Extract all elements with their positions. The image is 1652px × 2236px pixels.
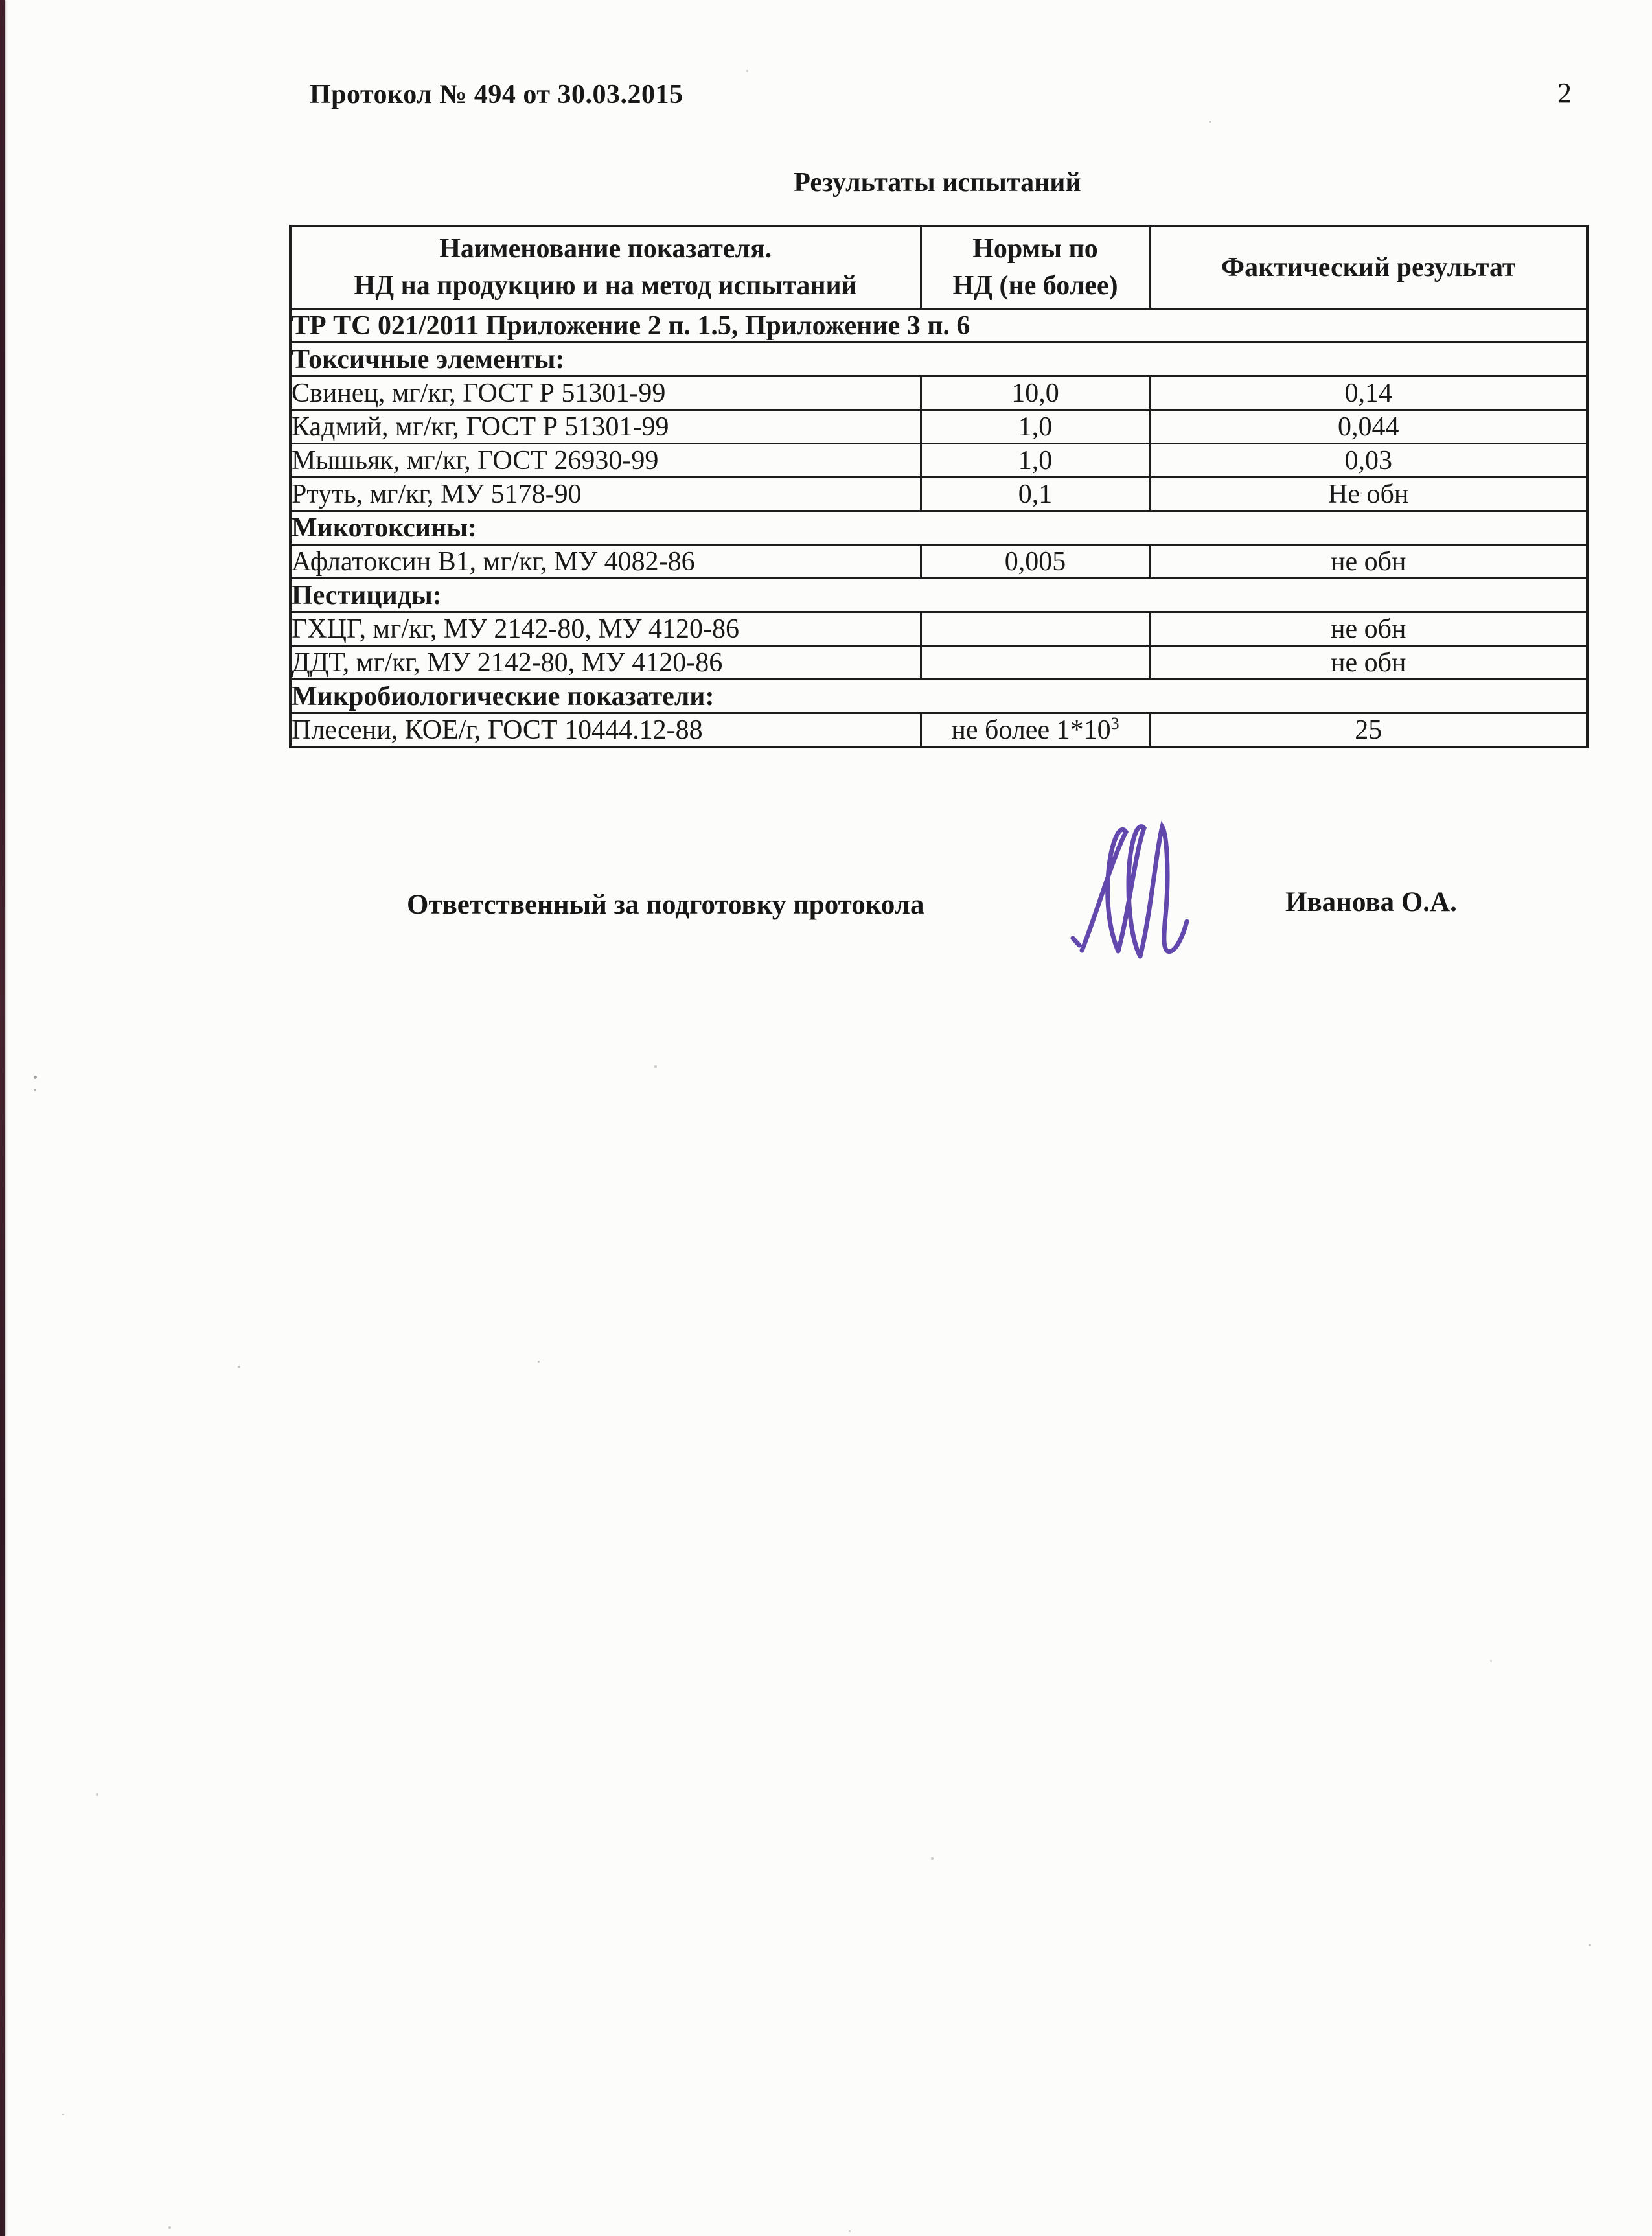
row-name-cell: ДДТ, мг/кг, МУ 2142-80, МУ 4120-86 — [290, 646, 921, 680]
table-row — [290, 410, 1587, 444]
scan-speck — [34, 1076, 37, 1079]
row-norm-cell — [921, 612, 1150, 646]
norm-base-text: не более 1*10 — [951, 715, 1111, 745]
row-name-cell: Плесени, КОЕ/г, ГОСТ 10444.12-88 — [290, 713, 921, 748]
scan-speck — [96, 1793, 98, 1796]
responsible-person-label: Ответственный за подготовку протокола — [407, 890, 924, 920]
handwritten-signature-icon — [1070, 818, 1206, 973]
section-header-cell: Микробиологические показатели: — [290, 680, 1587, 713]
column-header-name-line2: НД на продукцию и на метод испытаний — [354, 271, 857, 301]
row-result-cell: 0,044 — [1150, 410, 1587, 444]
row-norm-cell: 0,1 — [921, 478, 1150, 511]
protocol-header-title: Протокол № 494 от 30.03.2015 — [310, 80, 683, 109]
column-header-name — [290, 226, 921, 309]
table-header-row — [290, 226, 1587, 309]
scan-speck — [1360, 492, 1362, 494]
results-section-title: Результаты испытаний — [794, 168, 1081, 198]
column-header-norm — [921, 226, 1150, 309]
signatory-name: Иванова О.А. — [1285, 887, 1457, 917]
scan-speck — [849, 2230, 851, 2232]
table-row — [290, 545, 1587, 579]
scan-speck — [1209, 121, 1211, 123]
column-header-norm-line1: Нормы по — [972, 234, 1098, 264]
section-header-cell: Токсичные элементы: — [290, 343, 1587, 376]
scan-speck — [238, 1366, 240, 1368]
row-norm-cell: 0,005 — [921, 545, 1150, 579]
table-row — [290, 376, 1587, 410]
row-name-cell: Свинец, мг/кг, ГОСТ Р 51301-99 — [290, 376, 921, 410]
row-name-cell: ГХЦГ, мг/кг, МУ 2142-80, МУ 4120-86 — [290, 612, 921, 646]
row-norm-cell — [921, 713, 1150, 748]
scan-speck — [34, 1089, 36, 1091]
table-row — [290, 444, 1587, 478]
scan-speck — [1589, 1944, 1591, 1946]
scan-speck — [1490, 1660, 1492, 1662]
column-header-norm-line2: НД (не более) — [952, 271, 1118, 301]
table-row — [290, 680, 1587, 713]
scan-speck — [168, 2226, 171, 2229]
page-number: 2 — [1557, 77, 1572, 109]
scan-speck — [746, 70, 748, 72]
section-header-cell: Пестициды: — [290, 579, 1587, 612]
scan-speck — [538, 1361, 540, 1363]
table-row — [290, 478, 1587, 511]
row-result-cell: не обн — [1150, 646, 1587, 680]
row-result-cell: не обн — [1150, 612, 1587, 646]
row-norm-cell: 10,0 — [921, 376, 1150, 410]
row-name-cell: Мышьяк, мг/кг, ГОСТ 26930-99 — [290, 444, 921, 478]
row-result-cell: 25 — [1150, 713, 1587, 748]
scan-speck — [931, 1857, 934, 1860]
row-name-cell: Ртуть, мг/кг, МУ 5178-90 — [290, 478, 921, 511]
row-name-cell: Кадмий, мг/кг, ГОСТ Р 51301-99 — [290, 410, 921, 444]
norm-superscript: 3 — [1110, 713, 1119, 733]
row-result-cell: 0,14 — [1150, 376, 1587, 410]
scanner-edge-band — [0, 0, 5, 2236]
table-row — [290, 646, 1587, 680]
row-norm-cell: 1,0 — [921, 410, 1150, 444]
table-row — [290, 343, 1587, 376]
table-row — [290, 612, 1587, 646]
results-table — [289, 225, 1589, 748]
row-norm-cell — [921, 646, 1150, 680]
row-norm-cell: 1,0 — [921, 444, 1150, 478]
table-row — [290, 713, 1587, 748]
row-result-cell: Не обн — [1150, 478, 1587, 511]
row-name-cell: Афлатоксин В1, мг/кг, МУ 4082-86 — [290, 545, 921, 579]
regulation-span-cell: ТР ТС 021/2011 Приложение 2 п. 1.5, Приложение 3 п. 6 — [290, 309, 1587, 343]
table-row — [290, 309, 1587, 343]
table-row — [290, 579, 1587, 612]
table-row — [290, 511, 1587, 545]
section-header-cell: Микотоксины: — [290, 511, 1587, 545]
row-result-cell: 0,03 — [1150, 444, 1587, 478]
column-header-result: Фактический результат — [1150, 226, 1587, 309]
row-result-cell: не обн — [1150, 545, 1587, 579]
column-header-name-line1: Наименование показателя. — [439, 234, 772, 264]
scan-speck — [62, 2114, 64, 2115]
scan-speck — [654, 1065, 657, 1068]
